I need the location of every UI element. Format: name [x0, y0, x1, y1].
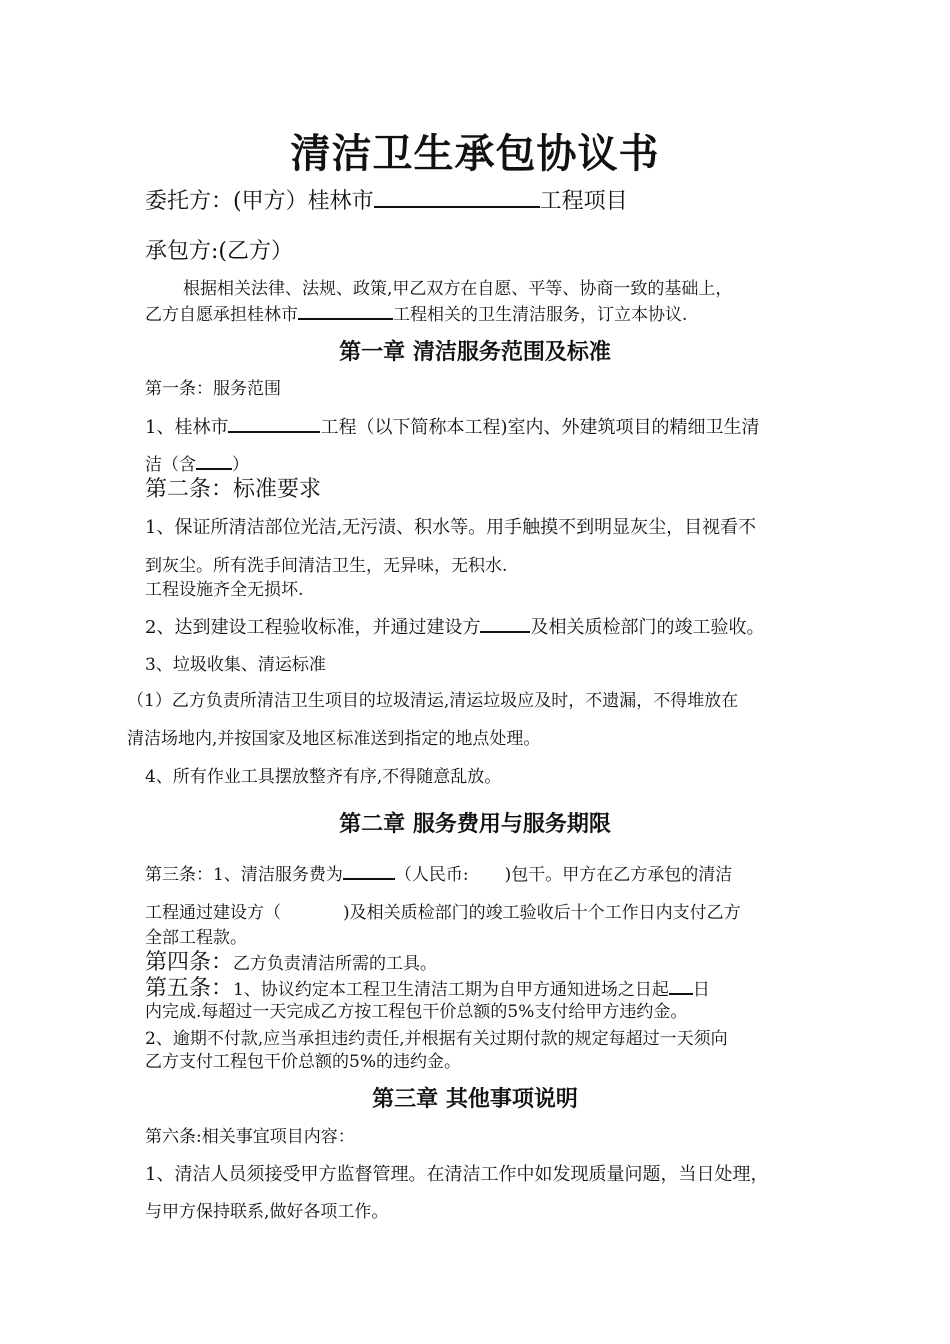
requirement-2	[145, 613, 764, 639]
party-a-blank	[374, 184, 540, 208]
article-3-line-1	[145, 860, 732, 885]
article-2: 第二条：标准要求	[145, 477, 322, 502]
requirement-4: 4、所有作业工具摆放整齐有序,不得随意乱放。	[145, 767, 502, 787]
requirement-1-line-3: 工程设施齐全无损坏.	[145, 580, 304, 600]
requirement-3-sub-1-line-2: 清洁场地内,并按国家及地区标准送到指定的地点处理。	[127, 729, 541, 749]
party-a-line	[145, 184, 628, 215]
article-4-text: 乙方负责清洁所需的工具。	[233, 954, 438, 974]
article-5-line-2: 内完成.每超过一天完成乙方按工程包干价总额的5%支付给甲方违约金。	[145, 1002, 688, 1022]
requirement-1-line-2: 到灰尘。所有洗手间清洁卫生，无异味，无积水.	[145, 556, 508, 576]
article-6-item-1-line-1: 1、清洁人员须接受甲方监督管理。在清洁工作中如发现质量问题，当日处理，	[145, 1164, 769, 1185]
article-3-suffix: )包干。甲方在乙方承包的清洁	[504, 865, 733, 885]
requirement-2-suffix: 及相关质检部门的竣工验收。	[530, 617, 765, 638]
article-5-text-prefix: 1、协议约定本工程卫生清洁工期为自甲方通知进场之日起	[233, 980, 669, 1000]
chapter-3-heading: 第三章 其他事项说明	[372, 1087, 578, 1112]
article-5-label: 第五条：	[145, 976, 234, 1001]
intro-line-2-prefix: 乙方自愿承担桂林市	[145, 305, 298, 325]
article-4-label: 第四条：	[145, 950, 234, 975]
item-1-line-2-prefix: 洁（含	[145, 455, 196, 475]
party-a-prefix: 委托方：(甲方）桂林市	[145, 189, 374, 214]
requirement-2-prefix: 2、达到建设工程验收标准，并通过建设方	[145, 617, 481, 638]
article-5-text-suffix: 日	[692, 980, 710, 1000]
article-3-line-2-suffix: )及相关质检部门的竣工验收后十个工作日内支付乙方	[343, 903, 741, 923]
requirement-3-sub-1-line-1: （1）乙方负责所清洁卫生项目的垃圾清运,清运垃圾应及时，不遗漏，不得堆放在	[127, 691, 739, 711]
item-1-line-2-suffix: ）	[232, 455, 249, 475]
document-title: 清洁卫生承包协议书	[290, 131, 660, 177]
chapter-2-heading: 第二章 服务费用与服务期限	[339, 812, 611, 837]
article-6-item-1-line-2: 与甲方保持联系,做好各项工作。	[145, 1202, 389, 1222]
item-1-prefix: 1、桂林市	[145, 417, 229, 438]
article-3-mid: （人民币:	[394, 865, 469, 885]
intro-line-1: 根据相关法律、法规、政策,甲乙双方在自愿、平等、协商一致的基础上，	[183, 279, 733, 299]
requirement-2-blank	[480, 613, 530, 633]
article-5-item-2-line-2: 乙方支付工程包干价总额的5%的违约金。	[145, 1052, 461, 1072]
article-6: 第六条:相关事宜项目内容：	[145, 1127, 355, 1147]
article-3-line-2-prefix: 工程通过建设方（	[145, 903, 281, 923]
article-3-fee-blank	[343, 861, 395, 880]
item-1-line-2-blank	[196, 451, 232, 470]
intro-line-2-suffix: 工程相关的卫生清洁服务，订立本协议.	[393, 305, 688, 325]
party-a-suffix: 工程项目	[539, 189, 628, 214]
article-5-item-2-line-1: 2、逾期不付款,应当承担违约责任,并根据有关过期付款的规定每超过一天须向	[145, 1029, 728, 1049]
requirement-1-line-1: 1、保证所清洁部位光洁,无污渍、积水等。用手触摸不到明显灰尘，目视看不	[145, 517, 757, 538]
item-1-line-1	[145, 413, 759, 439]
intro-blank	[298, 301, 393, 320]
intro-line-2	[145, 300, 687, 325]
article-3-line-3: 全部工程款。	[145, 928, 247, 948]
requirement-3: 3、垃圾收集、清运标准	[145, 655, 326, 675]
article-3-line-2	[145, 898, 741, 923]
article-5-days-blank	[669, 976, 693, 995]
article-1: 第一条：服务范围	[145, 379, 281, 399]
chapter-1-heading: 第一章 清洁服务范围及标准	[339, 340, 611, 365]
article-3-prefix: 第三条：1、清洁服务费为	[145, 865, 343, 885]
party-b-line: 承包方:(乙方）	[145, 239, 293, 264]
item-1-blank	[228, 413, 320, 433]
item-1-suffix: 工程（以下简称本工程)室内、外建筑项目的精细卫生清	[320, 417, 760, 438]
